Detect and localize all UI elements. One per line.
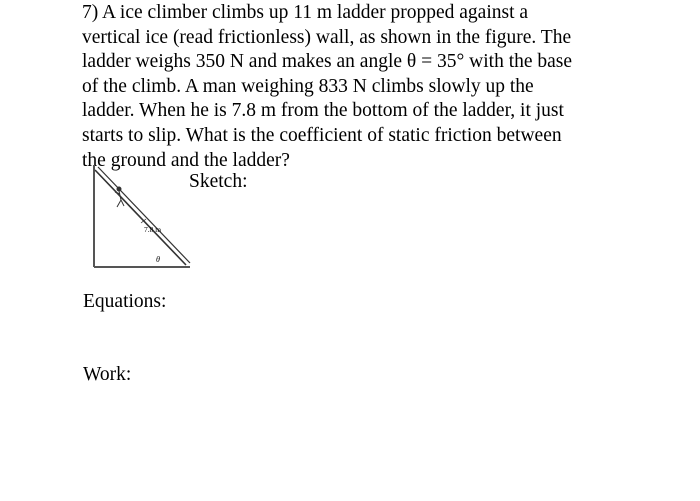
equations-label: Equations:: [83, 291, 167, 312]
climber-figure: [115, 187, 124, 207]
problem-line: starts to slip. What is the coefficient of static friction between: [82, 124, 562, 146]
sketch-label: Sketch:: [189, 171, 248, 192]
ladder-rail: [95, 170, 186, 265]
problem-line: ladder. When he is 7.8 m from the bottom of the ladder, it just: [82, 100, 564, 122]
work-label: Work:: [83, 364, 132, 385]
problem-line: 7) A ice climber climbs up 11 m ladder propped against a: [82, 2, 529, 23]
ladder-rail: [98, 167, 190, 263]
problem-line: ladder weighs 350 N and makes an angle θ = 35° with the base: [82, 51, 573, 73]
problem-line: of the climb. A man weighing 833 N climbs slowly up the: [82, 75, 534, 97]
angle-label: θ: [156, 255, 160, 264]
problem-line: the ground and the ladder?: [82, 149, 290, 171]
problem-line: vertical ice (read frictionless) wall, as shown in the figure. The: [82, 26, 572, 48]
distance-label: 7.8 m: [144, 225, 162, 234]
ladder-diagram: [86, 163, 196, 273]
problem-statement: [82, 1, 682, 173]
ladder-figure: [86, 163, 196, 273]
